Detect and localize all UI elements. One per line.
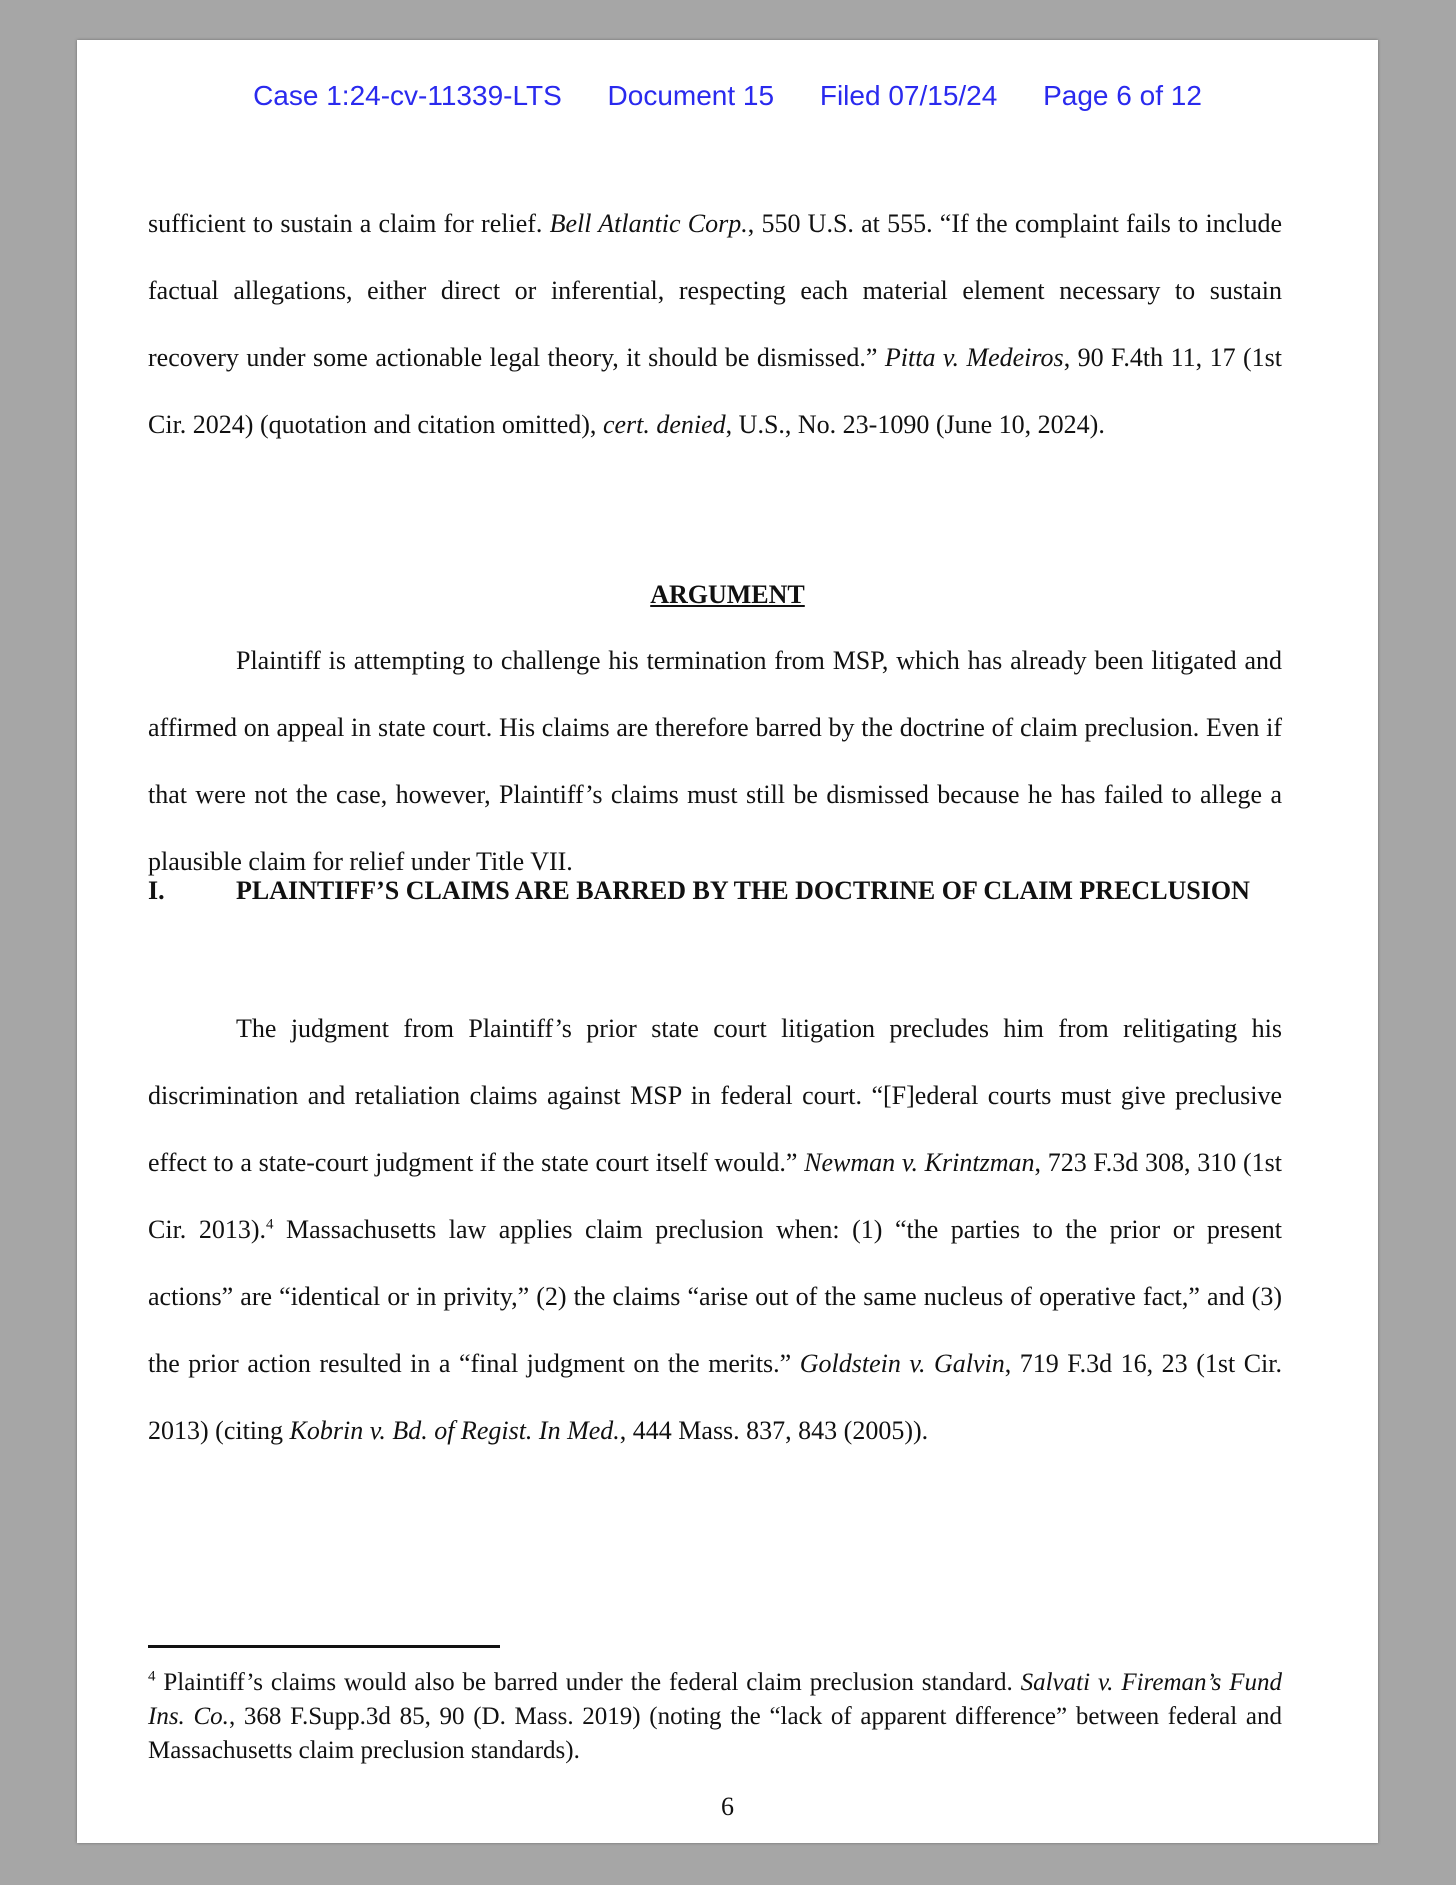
footnote-number: 4	[148, 1668, 156, 1685]
text-run: , U.S., No. 23-1090 (June 10, 2024).	[725, 410, 1105, 439]
text-run: , 550 U.S. at 555. “If the complaint fails to include factual allegations, either direct or inferential, respecting each material element necessary to sustain recovery under some actionable legal theory, it should be dismissed.”	[148, 209, 1282, 372]
paragraph-standard-of-review	[148, 190, 1282, 458]
section-title: PLAINTIFF’S CLAIMS ARE BARRED BY THE DOCTRINE OF CLAIM PRECLUSION	[236, 876, 1250, 905]
page-indicator: Page 6 of 12	[1043, 80, 1202, 111]
text-run: , 723 F.3d 308, 310 (1st Cir. 2013).	[148, 1148, 1282, 1244]
text-run: Plaintiff’s claims would also be barred under the federal claim preclusion standard.	[155, 1669, 1021, 1696]
page-number: 6	[721, 1792, 734, 1821]
text-run: The judgment from Plaintiff’s prior state court litigation precludes him from relitigating his discrimination and retaliation claims against MSP in federal court. “[F]ederal courts must give preclusive effect to a state-court judgment if the state court itself would.”	[148, 1014, 1282, 1177]
footnote-reference: 4	[265, 1216, 274, 1233]
text-run: Massachusetts law applies claim preclusion when: (1) “the parties to the prior or present actions” are “identical or in privity,” (2) the claims “arise out of the same nucleus of operative fact,” and (3) the prior action resulted in a “final judgment on the merits.”	[148, 1215, 1283, 1378]
text-run: , 90 F.4th 11, 17 (1st Cir. 2024) (quotation and citation omitted),	[148, 343, 1283, 439]
paragraph-argument-intro: Plaintiff is attempting to challenge his termination from MSP, which has already been litigated and affirmed on appeal in state court. His claims are therefore barred by the doctrine of claim preclusion. Even if that were not the case, however, Plaintiff’s claims must still be dismissed because he has failed to allege a plausible claim for relief under Title VII.	[148, 646, 1282, 876]
case-number: Case 1:24-cv-11339-LTS	[253, 80, 562, 111]
section-heading	[148, 875, 1282, 907]
paragraph-claim-preclusion	[148, 995, 1282, 1464]
case-citation: Pitta v. Medeiros	[884, 343, 1064, 372]
footnote-divider	[148, 1645, 500, 1648]
footnote	[148, 1666, 1282, 1768]
text-run: , 719 F.3d 16, 23 (1st Cir. 2013) (citing	[148, 1349, 1282, 1445]
text-run: , 444 Mass. 837, 843 (2005)).	[619, 1416, 929, 1445]
case-citation: Bell Atlantic Corp.	[549, 209, 748, 238]
filed-date: Filed 07/15/24	[819, 80, 998, 111]
argument-heading: ARGUMENT	[650, 580, 805, 609]
case-citation: Goldstein v. Galvin	[799, 1349, 1005, 1378]
case-citation: Kobrin v. Bd. of Regist. In Med.	[289, 1416, 620, 1445]
document-number: Document 15	[607, 80, 775, 111]
document-page	[77, 40, 1378, 1843]
case-citation: Newman v. Krintzman	[804, 1148, 1035, 1177]
ecf-header	[77, 80, 1378, 112]
text-run: sufficient to sustain a claim for relief.	[148, 209, 550, 238]
text-run: , 368 F.Supp.3d 85, 90 (D. Mass. 2019) (noting the “lack of apparent difference” between federal and Massachusetts claim preclusion standards).	[148, 1703, 1282, 1764]
section-number: I.	[148, 876, 165, 905]
case-citation: Salvati v. Fireman’s Fund Ins. Co.	[148, 1669, 1282, 1730]
case-citation: cert. denied	[602, 410, 726, 439]
